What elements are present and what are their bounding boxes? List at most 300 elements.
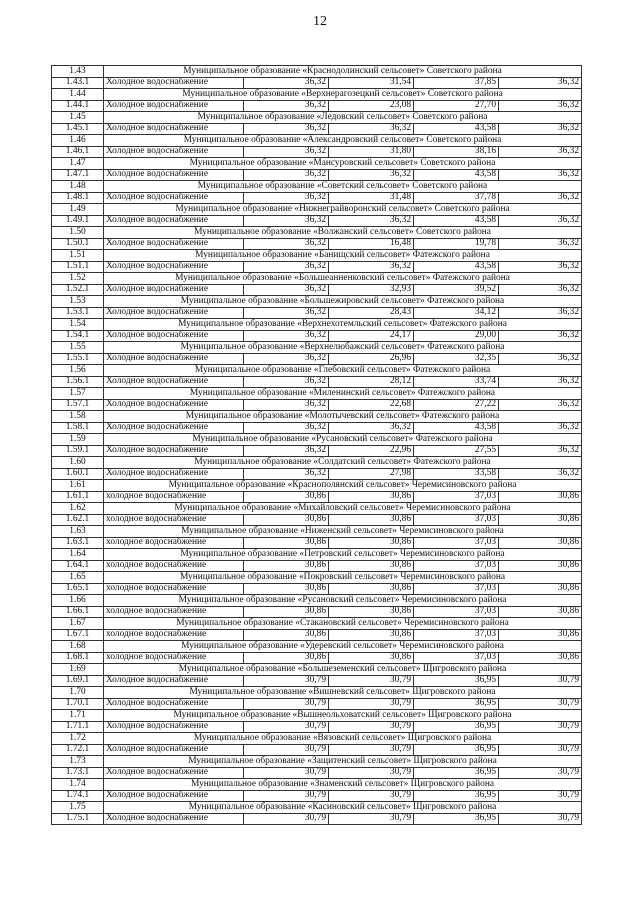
tariff-value-1: 36,32 (244, 77, 329, 89)
table-row (52, 146, 582, 158)
section-header-row (52, 158, 582, 170)
section-header-row (52, 227, 582, 239)
service-name: Холодное водоснабжение (104, 376, 244, 388)
table-row (52, 744, 582, 756)
row-code: 1.49.1 (52, 215, 104, 227)
section-code: 1.53 (52, 296, 104, 308)
table-row (52, 468, 582, 480)
tariff-value-4: 30,86 (499, 560, 582, 572)
section-title: Муниципальное образование «Защитенский сельсовет» Щигровского района (104, 756, 582, 768)
tariff-value-4: 36,32 (499, 284, 582, 296)
row-code: 1.63.1 (52, 537, 104, 549)
row-code: 1.64.1 (52, 560, 104, 572)
service-name: холодное водоснабжение (104, 514, 244, 526)
section-title: Муниципальное образование «Русановский сельсовет» Фатежского района (104, 434, 582, 446)
tariff-value-1: 36,32 (244, 399, 329, 411)
section-header-row (52, 710, 582, 722)
row-code: 1.56.1 (52, 376, 104, 388)
table-row (52, 721, 582, 733)
section-header-row (52, 388, 582, 400)
row-code: 1.62.1 (52, 514, 104, 526)
tariff-value-2: 30,79 (329, 721, 414, 733)
section-header-row (52, 342, 582, 354)
tariff-value-4: 36,32 (499, 123, 582, 135)
service-name: холодное водоснабжение (104, 629, 244, 641)
section-code: 1.58 (52, 411, 104, 423)
tariff-value-4: 36,32 (499, 445, 582, 457)
section-title: Муниципальное образование «Ниженский сельсовет» Черемисиновского района (104, 526, 582, 538)
tariff-value-3: 37,03 (414, 606, 499, 618)
service-name: Холодное водоснабжение (104, 307, 244, 319)
tariff-value-1: 30,86 (244, 537, 329, 549)
section-code: 1.71 (52, 710, 104, 722)
row-code: 1.47.1 (52, 169, 104, 181)
section-code: 1.73 (52, 756, 104, 768)
table-row (52, 399, 582, 411)
service-name: Холодное водоснабжение (104, 238, 244, 250)
row-code: 1.48.1 (52, 192, 104, 204)
section-code: 1.47 (52, 158, 104, 170)
table-row (52, 77, 582, 89)
tariff-value-3: 43,58 (414, 123, 499, 135)
table-row (52, 307, 582, 319)
table-row (52, 123, 582, 135)
page-number: 12 (313, 14, 327, 29)
tariff-value-4: 36,32 (499, 215, 582, 227)
tariff-value-1: 36,32 (244, 215, 329, 227)
section-code: 1.50 (52, 227, 104, 239)
section-header-row (52, 733, 582, 745)
tariff-value-4: 36,32 (499, 422, 582, 434)
section-header-row (52, 319, 582, 331)
section-header-row (52, 273, 582, 285)
tariff-value-1: 30,86 (244, 514, 329, 526)
tariff-value-3: 43,58 (414, 215, 499, 227)
section-title: Муниципальное образование «Русановский сельсовет» Черемисиновского района (104, 595, 582, 607)
section-code: 1.67 (52, 618, 104, 630)
section-title: Муниципальное образование «Стакановский сельсовет» Черемисиновского района (104, 618, 582, 630)
section-code: 1.61 (52, 480, 104, 492)
tariff-table (51, 65, 582, 825)
row-code: 1.68.1 (52, 652, 104, 664)
table-row (52, 192, 582, 204)
table-row (52, 537, 582, 549)
table-row (52, 353, 582, 365)
section-code: 1.45 (52, 112, 104, 124)
tariff-value-3: 37,03 (414, 629, 499, 641)
tariff-value-3: 39,52 (414, 284, 499, 296)
table-row (52, 606, 582, 618)
row-code: 1.65.1 (52, 583, 104, 595)
tariff-value-2: 22,96 (329, 445, 414, 457)
tariff-value-1: 36,32 (244, 445, 329, 457)
section-code: 1.44 (52, 89, 104, 101)
section-code: 1.64 (52, 549, 104, 561)
section-title: Муниципальное образование «Большеземенский сельсовет» Щигровского района (104, 664, 582, 676)
table-row (52, 261, 582, 273)
section-title: Муниципальное образование «Мансуровский сельсовет» Советского района (104, 158, 582, 170)
tariff-value-4: 30,86 (499, 514, 582, 526)
row-code: 1.45.1 (52, 123, 104, 135)
tariff-value-1: 36,32 (244, 169, 329, 181)
section-code: 1.51 (52, 250, 104, 262)
service-name: Холодное водоснабжение (104, 169, 244, 181)
tariff-value-2: 16,48 (329, 238, 414, 250)
section-header-row (52, 365, 582, 377)
section-header-row (52, 181, 582, 193)
section-title: Муниципальное образование «Верхнерагозецкий сельсовет» Советского района (104, 89, 582, 101)
section-title: Муниципальное образование «Касиновский сельсовет» Щигровского района (104, 802, 582, 814)
tariff-value-2: 30,79 (329, 675, 414, 687)
table-row (52, 169, 582, 181)
tariff-value-1: 30,86 (244, 652, 329, 664)
service-name: Холодное водоснабжение (104, 330, 244, 342)
section-title: Муниципальное образование «Краснодолинский сельсовет» Советского района (104, 66, 582, 78)
section-title: Муниципальное образование «Вишневский сельсовет» Щигровского района (104, 687, 582, 699)
section-header-row (52, 89, 582, 101)
tariff-value-1: 30,79 (244, 675, 329, 687)
service-name: Холодное водоснабжение (104, 123, 244, 135)
tariff-value-3: 19,78 (414, 238, 499, 250)
tariff-value-3: 37,03 (414, 583, 499, 595)
tariff-value-2: 31,48 (329, 192, 414, 204)
section-code: 1.59 (52, 434, 104, 446)
tariff-value-3: 36,95 (414, 767, 499, 779)
service-name: Холодное водоснабжение (104, 744, 244, 756)
section-header-row (52, 503, 582, 515)
tariff-value-4: 30,86 (499, 652, 582, 664)
tariff-value-3: 37,03 (414, 652, 499, 664)
tariff-value-2: 22,68 (329, 399, 414, 411)
service-name: Холодное водоснабжение (104, 261, 244, 273)
tariff-value-2: 24,17 (329, 330, 414, 342)
row-code: 1.46.1 (52, 146, 104, 158)
tariff-value-4: 36,32 (499, 353, 582, 365)
service-name: Холодное водоснабжение (104, 698, 244, 710)
section-header-row (52, 112, 582, 124)
row-code: 1.57.1 (52, 399, 104, 411)
tariff-value-1: 30,79 (244, 721, 329, 733)
tariff-value-1: 30,86 (244, 560, 329, 572)
tariff-value-1: 30,79 (244, 790, 329, 802)
table-row (52, 215, 582, 227)
tariff-value-4: 30,79 (499, 767, 582, 779)
tariff-value-3: 36,95 (414, 790, 499, 802)
section-title: Муниципальное образование «Большеанненковский сельсовет» Фатежского района (104, 273, 582, 285)
section-header-row (52, 779, 582, 791)
table-row (52, 767, 582, 779)
tariff-value-2: 36,32 (329, 422, 414, 434)
tariff-value-1: 30,79 (244, 698, 329, 710)
row-code: 1.74.1 (52, 790, 104, 802)
section-header-row (52, 802, 582, 814)
section-title: Муниципальное образование «Петровский сельсовет» Черемисиновского района (104, 549, 582, 561)
row-code: 1.52.1 (52, 284, 104, 296)
tariff-value-3: 38,16 (414, 146, 499, 158)
tariff-value-1: 30,79 (244, 813, 329, 825)
tariff-value-1: 30,86 (244, 629, 329, 641)
tariff-value-4: 36,32 (499, 192, 582, 204)
table-row (52, 330, 582, 342)
row-code: 1.59.1 (52, 445, 104, 457)
tariff-value-1: 36,32 (244, 422, 329, 434)
section-title: Муниципальное образование «Верхнехотемльский сельсовет» Фатежского района (104, 319, 582, 331)
tariff-value-3: 37,03 (414, 537, 499, 549)
service-name: Холодное водоснабжение (104, 100, 244, 112)
table-row (52, 491, 582, 503)
section-code: 1.74 (52, 779, 104, 791)
tariff-value-2: 36,32 (329, 261, 414, 273)
tariff-value-1: 36,32 (244, 353, 329, 365)
tariff-value-3: 37,03 (414, 491, 499, 503)
tariff-value-4: 30,86 (499, 537, 582, 549)
tariff-value-4: 30,86 (499, 491, 582, 503)
tariff-value-4: 30,79 (499, 744, 582, 756)
table-row (52, 422, 582, 434)
section-code: 1.62 (52, 503, 104, 515)
tariff-value-2: 30,86 (329, 583, 414, 595)
table-row (52, 583, 582, 595)
service-name: Холодное водоснабжение (104, 215, 244, 227)
tariff-value-2: 30,86 (329, 537, 414, 549)
tariff-value-3: 37,03 (414, 514, 499, 526)
section-header-row (52, 618, 582, 630)
tariff-value-2: 30,79 (329, 744, 414, 756)
section-code: 1.57 (52, 388, 104, 400)
tariff-value-4: 36,32 (499, 468, 582, 480)
tariff-value-3: 37,85 (414, 77, 499, 89)
section-header-row (52, 204, 582, 216)
tariff-value-2: 23,08 (329, 100, 414, 112)
section-code: 1.54 (52, 319, 104, 331)
tariff-value-3: 27,55 (414, 445, 499, 457)
section-code: 1.75 (52, 802, 104, 814)
tariff-value-2: 27,98 (329, 468, 414, 480)
service-name: Холодное водоснабжение (104, 767, 244, 779)
tariff-value-2: 30,79 (329, 813, 414, 825)
tariff-value-2: 30,79 (329, 767, 414, 779)
service-name: Холодное водоснабжение (104, 790, 244, 802)
tariff-value-2: 36,32 (329, 215, 414, 227)
tariff-value-1: 36,32 (244, 307, 329, 319)
tariff-value-4: 30,79 (499, 813, 582, 825)
service-name: холодное водоснабжение (104, 606, 244, 618)
row-code: 1.53.1 (52, 307, 104, 319)
service-name: холодное водоснабжение (104, 491, 244, 503)
section-code: 1.63 (52, 526, 104, 538)
row-code: 1.75.1 (52, 813, 104, 825)
section-code: 1.46 (52, 135, 104, 147)
section-code: 1.52 (52, 273, 104, 285)
section-header-row (52, 595, 582, 607)
service-name: Холодное водоснабжение (104, 422, 244, 434)
tariff-value-4: 36,32 (499, 146, 582, 158)
section-title: Муниципальное образование «Михайловский сельсовет» Черемисиновского района (104, 503, 582, 515)
service-name: Холодное водоснабжение (104, 192, 244, 204)
table-row (52, 560, 582, 572)
table-row (52, 376, 582, 388)
tariff-value-1: 36,32 (244, 123, 329, 135)
table-row (52, 445, 582, 457)
row-code: 1.61.1 (52, 491, 104, 503)
section-header-row (52, 526, 582, 538)
tariff-value-4: 30,79 (499, 790, 582, 802)
tariff-value-4: 36,32 (499, 261, 582, 273)
tariff-value-3: 27,22 (414, 399, 499, 411)
service-name: холодное водоснабжение (104, 652, 244, 664)
tariff-value-2: 30,79 (329, 790, 414, 802)
tariff-value-1: 30,79 (244, 767, 329, 779)
section-header-row (52, 66, 582, 78)
tariff-value-4: 36,32 (499, 100, 582, 112)
section-title: Муниципальное образование «Миленинский сельсовет» Фатежского района (104, 388, 582, 400)
section-title: Муниципальное образование «Советский сельсовет» Советского района (104, 181, 582, 193)
section-header-row (52, 756, 582, 768)
section-title: Муниципальное образование «Ледовский сельсовет» Советского района (104, 112, 582, 124)
tariff-value-3: 43,58 (414, 261, 499, 273)
tariff-value-3: 34,12 (414, 307, 499, 319)
section-header-row (52, 664, 582, 676)
section-header-row (52, 135, 582, 147)
tariff-value-2: 30,86 (329, 652, 414, 664)
section-code: 1.56 (52, 365, 104, 377)
row-code: 1.66.1 (52, 606, 104, 618)
tariff-value-3: 33,74 (414, 376, 499, 388)
service-name: Холодное водоснабжение (104, 813, 244, 825)
tariff-value-3: 36,95 (414, 675, 499, 687)
tariff-value-3: 37,78 (414, 192, 499, 204)
tariff-value-3: 29,00 (414, 330, 499, 342)
row-code: 1.50.1 (52, 238, 104, 250)
row-code: 1.72.1 (52, 744, 104, 756)
section-title: Муниципальное образование «Покровский сельсовет» Черемисиновского района (104, 572, 582, 584)
service-name: Холодное водоснабжение (104, 445, 244, 457)
tariff-value-2: 30,86 (329, 629, 414, 641)
table-row (52, 629, 582, 641)
tariff-value-4: 30,79 (499, 675, 582, 687)
row-code: 1.60.1 (52, 468, 104, 480)
tariff-value-4: 30,86 (499, 606, 582, 618)
service-name: холодное водоснабжение (104, 560, 244, 572)
tariff-value-2: 31,54 (329, 77, 414, 89)
section-header-row (52, 480, 582, 492)
tariff-value-4: 36,32 (499, 376, 582, 388)
table-row (52, 675, 582, 687)
table-row (52, 100, 582, 112)
service-name: Холодное водоснабжение (104, 721, 244, 733)
tariff-value-2: 36,32 (329, 169, 414, 181)
tariff-value-2: 26,96 (329, 353, 414, 365)
section-title: Муниципальное образование «Молотычевский сельсовет» Фатежского района (104, 411, 582, 423)
row-code: 1.44.1 (52, 100, 104, 112)
section-header-row (52, 296, 582, 308)
section-code: 1.72 (52, 733, 104, 745)
section-header-row (52, 250, 582, 262)
section-title: Муниципальное образование «Александровский сельсовет» Советского района (104, 135, 582, 147)
section-title: Муниципальное образование «Большежировский сельсовет» Фатежского района (104, 296, 582, 308)
section-header-row (52, 687, 582, 699)
service-name: Холодное водоснабжение (104, 468, 244, 480)
section-code: 1.65 (52, 572, 104, 584)
tariff-value-4: 36,32 (499, 399, 582, 411)
tariff-value-3: 33,58 (414, 468, 499, 480)
tariff-value-3: 32,35 (414, 353, 499, 365)
tariff-value-1: 36,32 (244, 261, 329, 273)
tariff-value-2: 30,86 (329, 606, 414, 618)
row-code: 1.55.1 (52, 353, 104, 365)
table-row (52, 514, 582, 526)
service-name: Холодное водоснабжение (104, 353, 244, 365)
row-code: 1.58.1 (52, 422, 104, 434)
section-header-row (52, 572, 582, 584)
tariff-value-1: 30,79 (244, 744, 329, 756)
table-row (52, 790, 582, 802)
tariff-value-2: 28,43 (329, 307, 414, 319)
tariff-value-3: 43,58 (414, 169, 499, 181)
tariff-value-1: 36,32 (244, 100, 329, 112)
tariff-value-4: 36,32 (499, 238, 582, 250)
service-name: Холодное водоснабжение (104, 284, 244, 296)
section-header-row (52, 641, 582, 653)
tariff-value-1: 36,32 (244, 146, 329, 158)
row-code: 1.67.1 (52, 629, 104, 641)
section-code: 1.43 (52, 66, 104, 78)
row-code: 1.69.1 (52, 675, 104, 687)
service-name: Холодное водоснабжение (104, 146, 244, 158)
section-code: 1.70 (52, 687, 104, 699)
section-code: 1.48 (52, 181, 104, 193)
tariff-value-3: 36,95 (414, 721, 499, 733)
section-title: Муниципальное образование «Знаменский сельсовет» Щигровского района (104, 779, 582, 791)
section-header-row (52, 411, 582, 423)
tariff-value-4: 36,32 (499, 77, 582, 89)
tariff-value-2: 31,80 (329, 146, 414, 158)
section-title: Муниципальное образование «Волжанский сельсовет» Советского района (104, 227, 582, 239)
tariff-value-4: 36,32 (499, 307, 582, 319)
table-row (52, 284, 582, 296)
section-title: Муниципальное образование «Удеревский сельсовет» Черемисиновского района (104, 641, 582, 653)
section-code: 1.60 (52, 457, 104, 469)
tariff-value-4: 30,79 (499, 698, 582, 710)
section-title: Муниципальное образование «Солдатский сельсовет» Фатежского района (104, 457, 582, 469)
row-code: 1.73.1 (52, 767, 104, 779)
service-name: Холодное водоснабжение (104, 675, 244, 687)
tariff-value-2: 36,32 (329, 123, 414, 135)
section-code: 1.66 (52, 595, 104, 607)
service-name: холодное водоснабжение (104, 583, 244, 595)
tariff-value-1: 30,86 (244, 606, 329, 618)
tariff-value-1: 36,32 (244, 238, 329, 250)
table-row (52, 238, 582, 250)
row-code: 1.71.1 (52, 721, 104, 733)
table-row (52, 813, 582, 825)
tariff-value-3: 36,95 (414, 744, 499, 756)
section-title: Муниципальное образование «Краснополянский сельсовет» Черемисиновского района (104, 480, 582, 492)
section-code: 1.69 (52, 664, 104, 676)
section-title: Муниципальное образование «Вязовский сельсовет» Щигровского района (104, 733, 582, 745)
section-title: Муниципальное образование «Глебовский сельсовет» Фатежского района (104, 365, 582, 377)
section-title: Муниципальное образование «Верхнелюбажский сельсовет» Фатежского района (104, 342, 582, 354)
tariff-value-2: 32,93 (329, 284, 414, 296)
tariff-value-1: 36,32 (244, 284, 329, 296)
section-header-row (52, 434, 582, 446)
tariff-value-4: 30,86 (499, 583, 582, 595)
table-row (52, 698, 582, 710)
tariff-value-1: 36,32 (244, 376, 329, 388)
row-code: 1.51.1 (52, 261, 104, 273)
row-code: 1.70.1 (52, 698, 104, 710)
service-name: Холодное водоснабжение (104, 399, 244, 411)
